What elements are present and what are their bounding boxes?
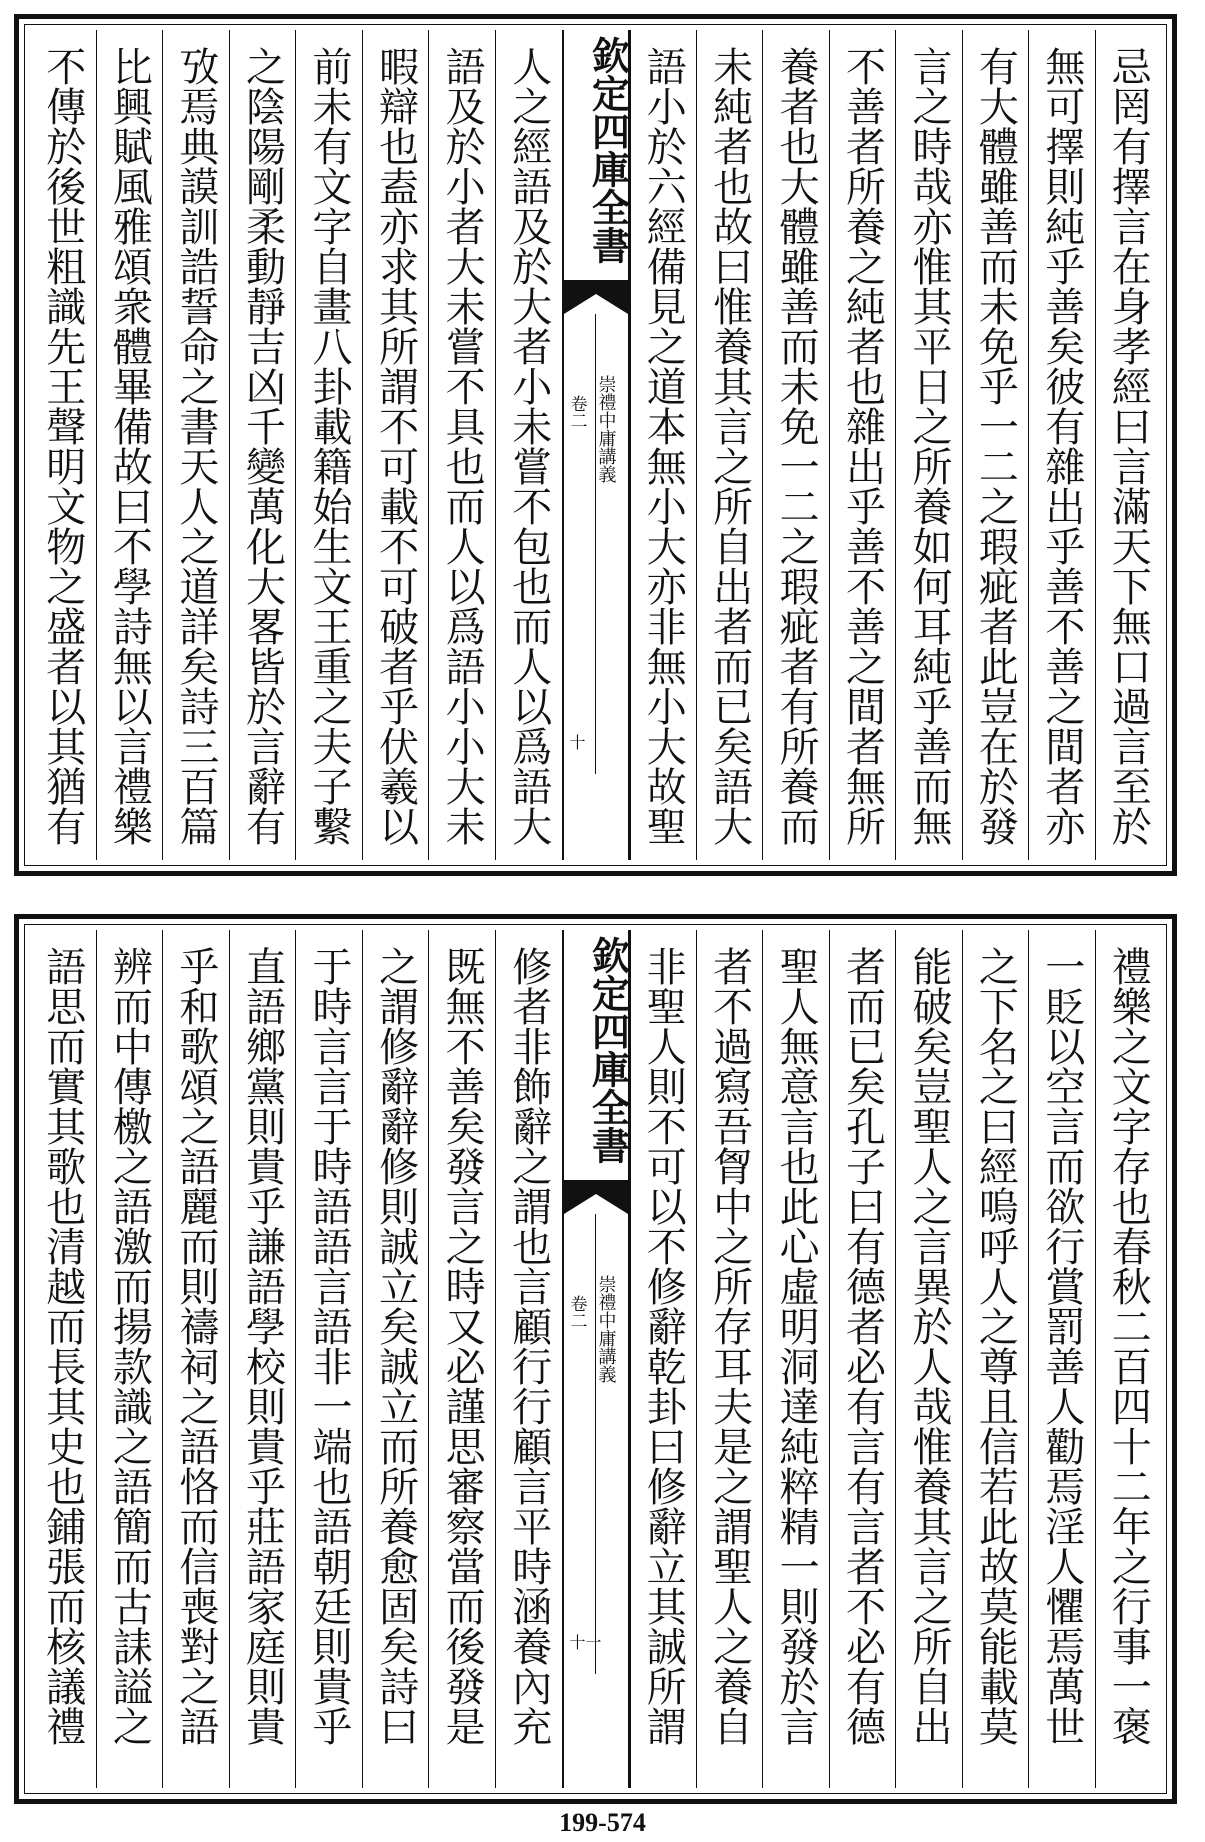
text-column: 語及於小者大未嘗不具也而人以爲語小小大未 [428,30,495,860]
text-column: 有大體雖善而未免乎一二之瑕疵者此豈在於發 [962,30,1028,860]
bottom-center-gutter [562,930,630,1788]
folio-number: 十 [569,733,586,752]
book-title: 崇禮中庸講義 [595,1275,617,1383]
book-title: 崇禮中庸講義 [595,375,617,483]
page-number: 199-574 [559,1808,646,1837]
text-column: 者而已矣孔子曰有德者必有言有言者不必有德 [829,930,895,1788]
text-column: 既無不善矣發言之時又必謹思審察當而後發是 [428,930,495,1788]
top-leaf [14,14,1177,876]
book-series-title: 欽定四庫全書 [585,36,631,264]
text-column: 語思而實其歌也清越而長其史也鋪張而核議禮 [39,946,86,1746]
bottom-left-half [30,930,562,1788]
bottom-leaf [14,914,1177,1804]
top-left-half [30,30,562,860]
text-column: 辨而中傳檄之語激而揚款識之語簡而古誄謚之 [96,930,163,1788]
text-column: 于時言言于時語語言語非一端也語朝廷則貴乎 [295,930,362,1788]
text-column: 不善者所養之純者也雜出乎善不善之間者無所 [829,30,895,860]
text-column: 之謂修辭辭修則誠立矣誠立而所養愈固矣詩曰 [362,930,429,1788]
text-column: 暇辯也盍亦求其所謂不可載不可破者乎伏羲以 [362,30,429,860]
text-column: 比興賦風雅頌衆體畢備故曰不學詩無以言禮樂 [96,30,163,860]
bottom-right-half [630,930,1162,1788]
text-column: 非聖人則不可以不修辭乾卦曰修辭立其誠所謂 [630,930,696,1788]
top-center-gutter [562,30,630,860]
top-right-half [630,30,1162,860]
text-column: 禮樂之文字存也春秋二百四十二年之行事一褒 [1095,930,1161,1788]
volume-label: 卷二 [566,395,587,429]
fishtail-ornament [564,280,628,314]
text-column: 言之時哉亦惟其平日之所養如何耳純乎善而無 [895,30,961,860]
text-column: 之陰陽剛柔動靜吉凶千變萬化大畧皆於言辭有 [229,30,296,860]
folio-number: 十一 [569,1633,602,1652]
text-column: 不傳於後世粗識先王聲明文物之盛者以其猶有 [39,46,86,846]
text-column: 之下名之曰經嗚呼人之尊且信若此故莫能載莫 [962,930,1028,1788]
text-column: 者不過寫吾胷中之所存耳夫是之謂聖人之養自 [696,930,762,1788]
top-text-frame [30,30,1161,860]
text-column: 語小於六經備見之道本無小大亦非無小大故聖 [630,30,696,860]
text-column: 聖人無意言也此心虛明洞達純粹精一則發於言 [762,930,828,1788]
text-column: 忌罔有擇言在身孝經曰言滿天下無口過言至於 [1095,30,1161,860]
text-column: 修者非飾辭之謂也言顧行行顧言平時涵養內充 [495,930,562,1788]
text-column: 前未有文字自畫八卦載籍始生文王重之夫子繫 [295,30,362,860]
fishtail-ornament [564,1180,628,1214]
text-column: 未純者也故曰惟養其言之所自出者而已矣語大 [696,30,762,860]
text-column: 攷焉典謨訓誥誓命之書天人之道詳矣詩三百篇 [162,30,229,860]
text-column: 直語鄉黨則貴乎謙語學校則貴乎莊語家庭則貴 [229,930,296,1788]
text-column: 能破矣豈聖人之言異於人哉惟養其言之所自出 [895,930,961,1788]
text-column: 一貶以空言而欲行賞罰善人勸焉淫人懼焉萬世 [1028,930,1094,1788]
text-column: 養者也大體雖善而未免一二之瑕疵者有所養而 [762,30,828,860]
book-series-title: 欽定四庫全書 [585,936,631,1164]
text-column: 乎和歌頌之語麗而則禱祠之語恪而信喪對之語 [162,930,229,1788]
bottom-text-frame [30,930,1161,1788]
text-column: 無可擇則純乎善矣彼有雜出乎善不善之間者亦 [1028,30,1094,860]
volume-label: 卷二 [566,1295,587,1329]
text-column: 人之經語及於大者小未嘗不包也而人以爲語大 [495,30,562,860]
